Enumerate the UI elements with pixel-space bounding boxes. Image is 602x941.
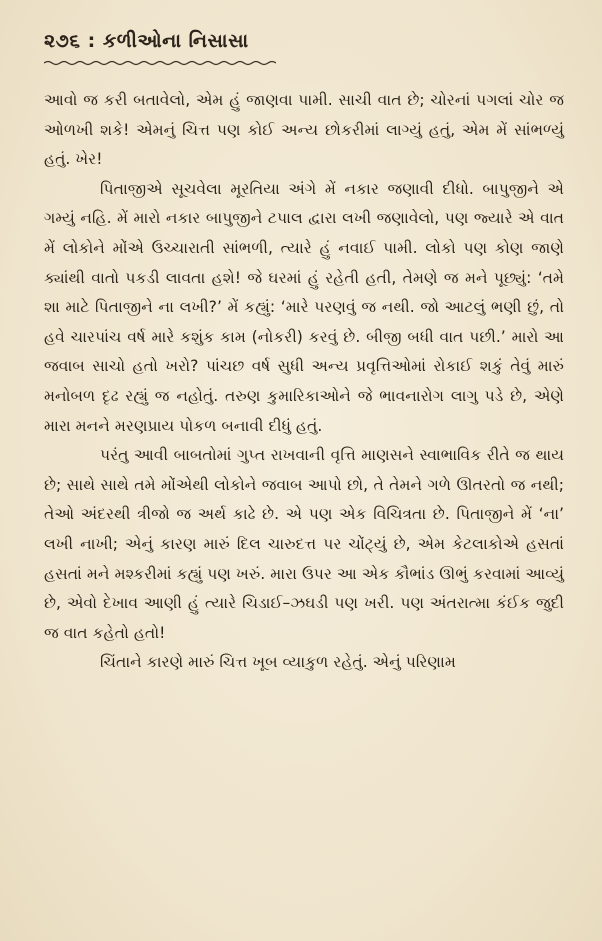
paragraph: ચિંતાને કારણે મારું ચિત્ત ખૂબ વ્યાકુળ રહેતું. એનું પરિણામ [100,653,456,672]
paragraph: પરંતુ આવી બાબતોમાં ગુપ્ત રાખવાની વૃત્તિ માણસને સ્વાભાવિક રીતે જ થાય છે; સાથે સાથે તમે મોંએથી લોકોને જવાબ આપો છો, તે તેમને ગળે ઊતરતો જ નથી; તેઓ અંદરથી ત્રીજો જ અર્થ કાઢે છે. એ પણ એક વિચિત્રતા છે. પિતાજીને મેં ‘ના’ લખી નાખી; એનું કારણ મારું દિલ ચારુદત્ત પર ચોંટ્યું છે, એમ કેટલાકોએ હસતાં હસતાં મને મશ્કરીમાં કહ્યું પણ ખરું. મારા ઉપર આ એક કૌભાંડ ઊભું કરવામાં આવ્યું છે, એવો દેખાવ આણી હું ત્યારે ચિડાઈ–ઝઘડી પણ ખરી. પણ અંતરાત્મા કંઈક જુદી જ વાત કહેતો હતો! [44,446,564,642]
paragraph: પિતાજીએ સૂચવેલા મૂરતિયા અંગે મેં નકાર જણાવી દીધો. બાપુજીને એ ગમ્યું નહિ. મેં મારો નકાર બાપુજીને ટપાલ દ્વારા લખી જણાવેલો, પણ જ્યારે એ વાત મેં લોકોને મોંએ ઉચ્ચારાતી સાંભળી, ત્યારે હું નવાઈ પામી. લોકો પણ કોણ જાણે ક્યાંથી વાતો પકડી લાવતા હશે! જે ઘરમાં હું રહેતી હતી, તેમણે જ મને પૂછ્યું: ‘તમે શા માટે પિતાજીને ના લખી?’ મેં કહ્યું: ‘મારે પરણવું જ નથી. જો આટલું ભણી છું, તો હવે ચારપાંચ વર્ષ મારે કશુંક કામ (નોકરી) કરવું છે. બીજી બધી વાત પછી.’ મારો આ જવાબ સાચો હતો ખરો? પાંચછ વર્ષ સુધી અન્ય પ્રવૃત્તિઓમાં રોકાઈ શકું તેવું મારું મનોબળ દૃઢ રહ્યું જ નહોતું. તરુણ કુમારિકાઓને જે ભાવનારોગ લાગુ પડે છે, એણે મારા મનને મરણપ્રાય પોકળ બનાવી દીધું હતું. [44,179,564,435]
running-header: ૨૭૬ : કળીઓના નિસાસા [44,30,249,52]
header-wavy-rule [44,60,276,66]
paragraph-continuation: આવો જ કરી બતાવેલો, એમ હું જાણવા પામી. સાચી વાત છે; ચોરનાં પગલાં ચોર જ ઓળખી શકે! એમનું ચિત્ત પણ કોઈ અન્ય છોકરીમાં લાગ્યું હતું, એમ મેં સાંભળ્યું હતું. ખેર! [44,91,564,169]
page-body-text [44,86,564,678]
